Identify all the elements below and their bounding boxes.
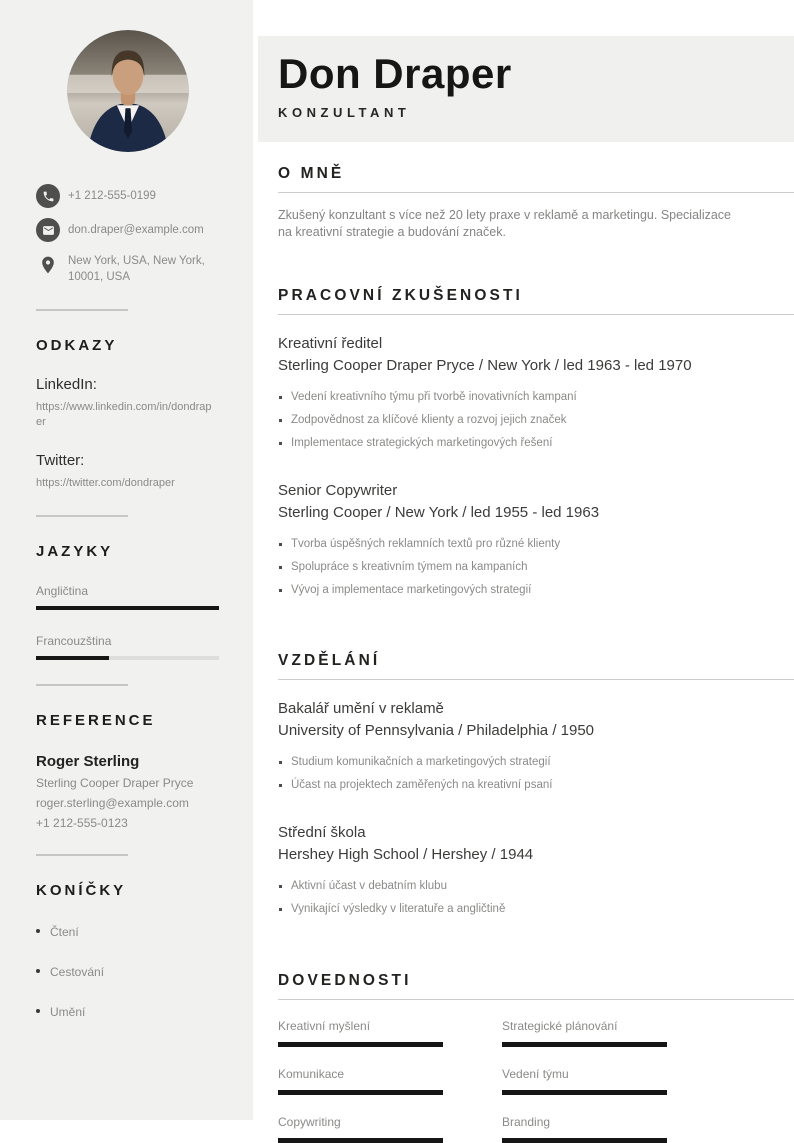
contact-phone-row: [36, 184, 220, 208]
header-band: [258, 36, 794, 142]
job-meta: Sterling Cooper / New York / led 1955 - led 1963: [278, 504, 600, 521]
skill-bar-fill: [278, 1090, 443, 1095]
skill-name: Komunikace: [278, 1067, 345, 1081]
language-name: Francouzština: [36, 634, 112, 648]
skill-bar-track: [278, 1090, 443, 1095]
phone-number: +1 212-555-0199: [68, 190, 156, 202]
hobby-item: Umění: [36, 1005, 220, 1019]
degree-bullet: Aktivní účast v debatním klubu: [278, 875, 794, 898]
languages-heading: JAZYKY: [36, 543, 114, 560]
about-heading: O MNĚ: [278, 165, 345, 182]
skill-bar-fill: [278, 1042, 443, 1047]
degree-title: Bakalář umění v reklamě: [278, 700, 444, 717]
contact-info: [36, 184, 220, 285]
education-entry: [278, 822, 794, 921]
skill-bar-track: [278, 1138, 443, 1143]
hobby-item: Čtení: [36, 925, 220, 939]
job-bullet: Implementace strategických marketingových řešení: [278, 432, 794, 455]
sidebar: [0, 0, 253, 1120]
skill-bar-track: [502, 1090, 667, 1095]
section-rule: [278, 314, 794, 315]
section-rule: [278, 679, 794, 680]
skill-item: [502, 1019, 667, 1047]
job-title: Senior Copywriter: [278, 482, 398, 499]
experience-heading: PRACOVNÍ ZKUŠENOSTI: [278, 287, 523, 304]
hobbies-heading: KONÍČKY: [36, 882, 127, 899]
references-heading: REFERENCE: [36, 712, 156, 729]
education-entry: [278, 698, 794, 797]
job-bullet: Zodpovědnost za klíčové klienty a rozvoj jejich značek: [278, 409, 794, 432]
skill-bar-fill: [502, 1138, 667, 1143]
skill-bar-track: [502, 1138, 667, 1143]
skill-name: Kreativní myšlení: [278, 1019, 371, 1033]
divider: [36, 684, 128, 686]
skill-bar-track: [502, 1042, 667, 1047]
skill-bar-fill: [502, 1042, 667, 1047]
job-bullets: [278, 386, 794, 455]
linkedin-label: LinkedIn:: [36, 376, 97, 393]
experience-entry: [278, 480, 794, 602]
section-skills: [278, 972, 794, 1143]
section-rule: [278, 999, 794, 1000]
skills-grid: [278, 1019, 794, 1143]
location-pin-icon: [36, 252, 60, 280]
reference-phone: +1 212-555-0123: [36, 816, 128, 830]
divider: [36, 854, 128, 856]
linkedin-url[interactable]: https://www.linkedin.com/in/dondraper: [36, 401, 212, 428]
section-education: [278, 652, 794, 921]
section-experience: [278, 287, 794, 602]
skill-name: Vedení týmu: [502, 1067, 569, 1081]
links-heading: ODKAZY: [36, 337, 118, 354]
email-icon: [36, 218, 60, 242]
address-line1: New York, USA, New York,: [68, 255, 205, 267]
degree-bullet: Účast na projektech zaměřených na kreativní psaní: [278, 774, 794, 797]
language-bar-track: [36, 606, 219, 610]
email-address: don.draper@example.com: [68, 224, 204, 236]
reference-item: [36, 753, 220, 830]
skills-heading: DOVEDNOSTI: [278, 972, 412, 989]
skill-bar-track: [278, 1042, 443, 1047]
link-twitter: [36, 452, 220, 491]
language-bar-fill: [36, 656, 109, 660]
phone-icon: [36, 184, 60, 208]
portrait-photo: [67, 30, 189, 152]
address: [68, 252, 205, 285]
contact-email-row: [36, 218, 220, 242]
job-bullet: Vývoj a implementace marketingových strategií: [278, 579, 794, 602]
skill-name: Branding: [502, 1115, 551, 1129]
skill-item: [502, 1067, 667, 1095]
language-item: [36, 584, 220, 610]
hobby-list: [36, 925, 220, 1019]
degree-bullet: Vynikající výsledky v literatuře a angličtině: [278, 898, 794, 921]
job-bullet: Vedení kreativního týmu při tvorbě inovativních kampaní: [278, 386, 794, 409]
education-heading: VZDĚLÁNÍ: [278, 652, 381, 669]
job-meta: Sterling Cooper Draper Pryce / New York / led 1963 - led 1970: [278, 357, 692, 374]
skill-bar-fill: [502, 1090, 667, 1095]
skill-item: [502, 1115, 667, 1143]
reference-name: Roger Sterling: [36, 753, 140, 770]
person-name: Don Draper: [278, 50, 512, 97]
language-bar-track: [36, 656, 219, 660]
about-text: Zkušený konzultant s více než 20 lety praxe v reklamě a marketingu. Specializace na kreativní strategie a budování značek.: [278, 208, 731, 239]
degree-bullets: [278, 751, 794, 797]
contact-address-row: [36, 252, 220, 285]
degree-meta: University of Pennsylvania / Philadelphia / 1950: [278, 722, 595, 739]
skill-item: [278, 1019, 443, 1047]
divider: [36, 515, 128, 517]
content-column: [253, 165, 794, 1143]
avatar: [67, 30, 189, 152]
job-title: Kreativní ředitel: [278, 335, 383, 352]
job-bullet: Tvorba úspěšných reklamních textů pro různé klienty: [278, 533, 794, 556]
skill-item: [278, 1067, 443, 1095]
main-content: [253, 0, 794, 1129]
skill-item: [278, 1115, 443, 1143]
address-line2: 10001, USA: [68, 271, 131, 283]
language-name: Angličtina: [36, 584, 89, 598]
skill-name: Strategické plánování: [502, 1019, 618, 1033]
reference-company: Sterling Cooper Draper Pryce: [36, 776, 194, 790]
person-role: KONZULTANT: [278, 105, 411, 120]
job-bullet: Spolupráce s kreativním týmem na kampaních: [278, 556, 794, 579]
language-bar-fill: [36, 606, 219, 610]
hobby-item: Cestování: [36, 965, 220, 979]
section-about: [278, 165, 794, 241]
skill-name: Copywriting: [278, 1115, 341, 1129]
link-linkedin: [36, 376, 220, 430]
twitter-url[interactable]: https://twitter.com/dondraper: [36, 477, 175, 489]
skill-bar-fill: [278, 1138, 443, 1143]
reference-email: roger.sterling@example.com: [36, 796, 189, 810]
degree-title: Střední škola: [278, 824, 366, 841]
job-bullets: [278, 533, 794, 602]
divider: [36, 309, 128, 311]
experience-entry: [278, 333, 794, 455]
twitter-label: Twitter:: [36, 452, 85, 469]
degree-bullets: [278, 875, 794, 921]
language-item: [36, 634, 220, 660]
degree-meta: Hershey High School / Hershey / 1944: [278, 846, 534, 863]
section-rule: [278, 192, 794, 193]
degree-bullet: Studium komunikačních a marketingových strategií: [278, 751, 794, 774]
